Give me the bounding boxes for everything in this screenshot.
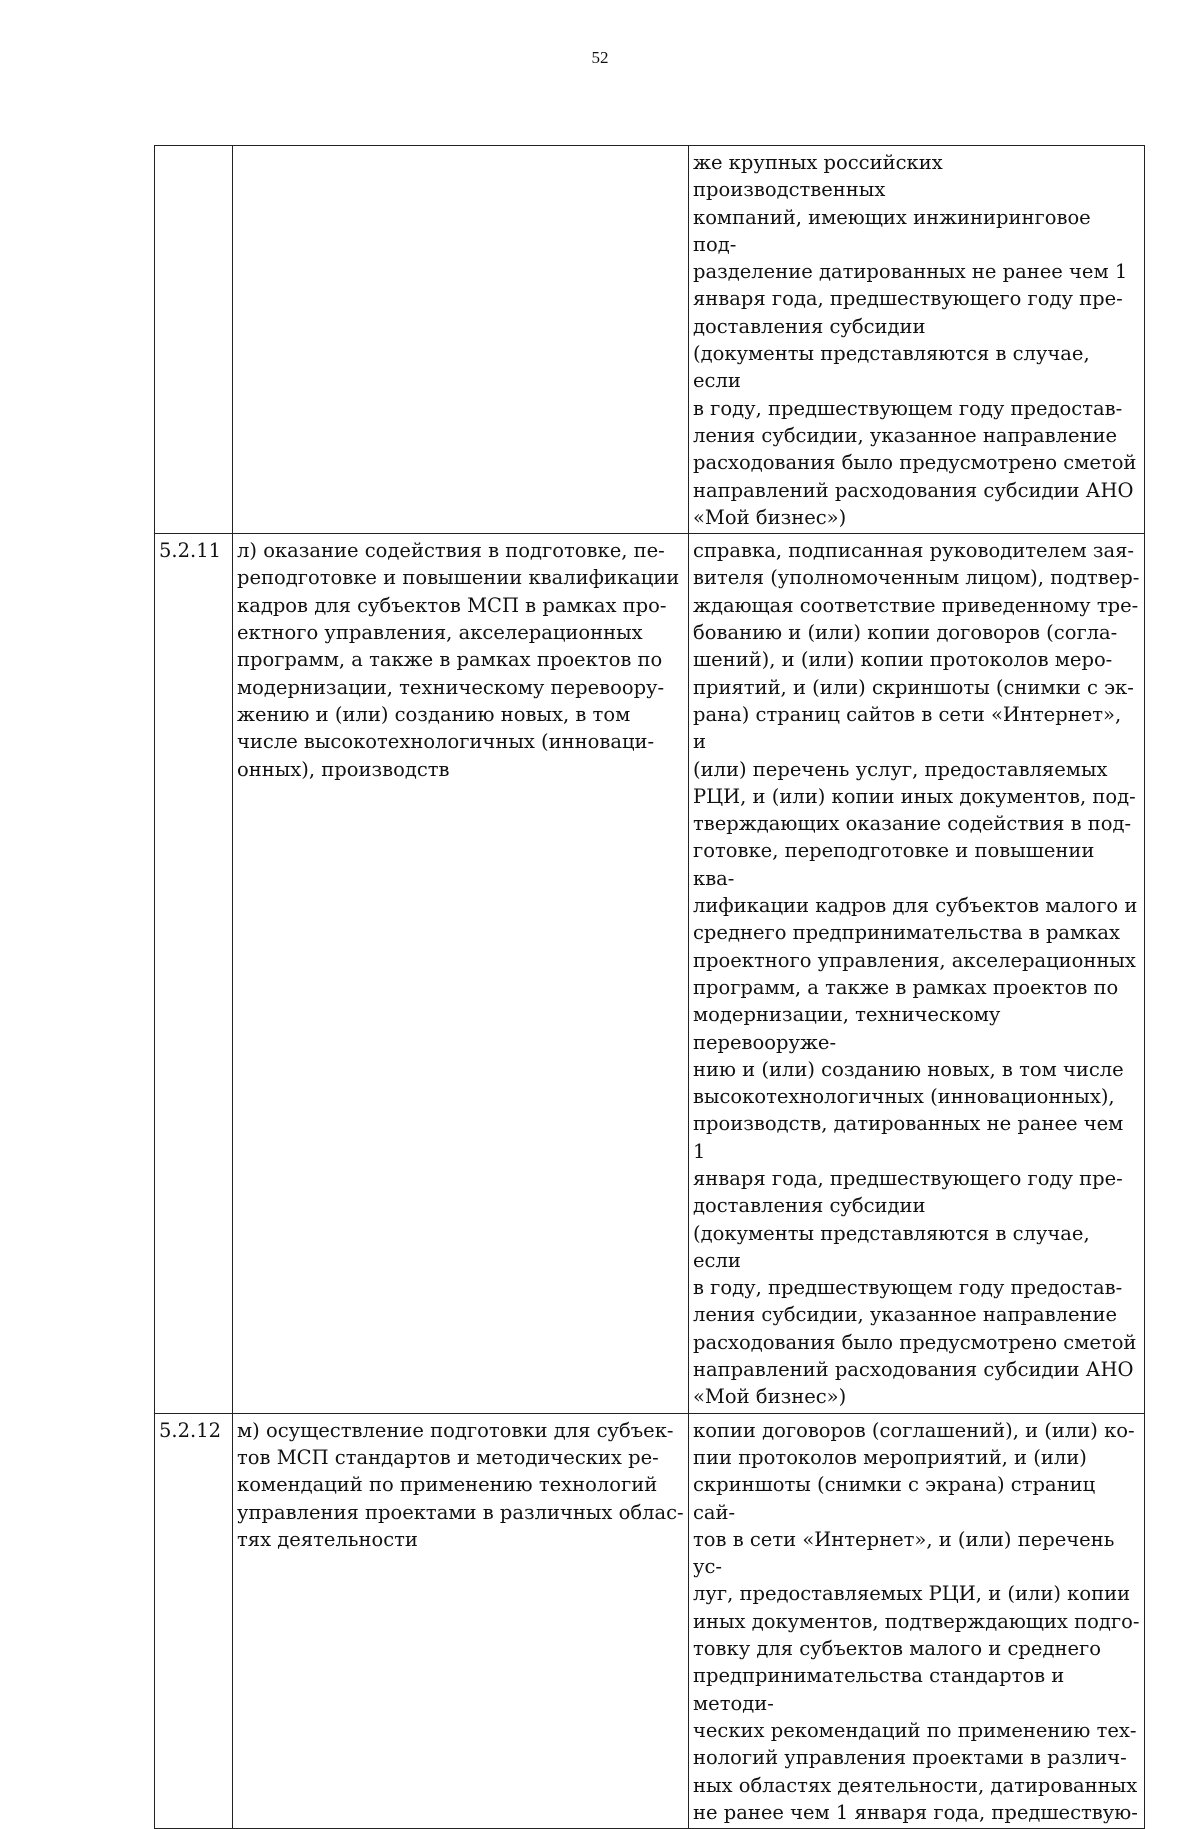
documents-cell: же крупных российских производственных компаний, имеющих инжиниринговое под- разделение датированных не ранее чем 1 января года, предшествующего году пре- доставления субсидии (документы представляются в случае, если в году, предшествующем году предостав- ления субсидии, указанное направление расходования было предусмотрено сметой направлений расходования субсидии АНО «Мой бизнес») bbox=[689, 146, 1145, 534]
description-cell bbox=[233, 146, 689, 534]
table-row bbox=[155, 1413, 1145, 1828]
table-row bbox=[155, 534, 1145, 1414]
row-number-cell bbox=[155, 146, 233, 534]
requirements-table bbox=[154, 145, 1145, 1829]
documents-cell: справка, подписанная руководителем зая- вителя (уполномоченным лицом), подтвер- ждающая соответствие приведенному тре- бованию и (или) копии договоров (согла- шений), и (или) копии протоколов меро- приятий, и (или) скриншоты (снимки с эк- рана) страниц сайтов в сети «Интернет», и (или) перечень услуг, предоставляемых РЦИ, и (или) копии иных документов, под- тверждающих оказание содействия в под- готовке, переподготовке и повышении ква- лификации кадров для субъектов малого и среднего предпринимательства в рамках проектного управления, акселерационных программ, а также в рамках проектов по модернизации, техническому перевооруже- нию и (или) созданию новых, в том числе высокотехнологичных (инновационных), производств, датированных не ранее чем 1 января года, предшествующего году пре- доставления субсидии (документы представляются в случае, если в году, предшествующем году предостав- ления субсидии, указанное направление расходования было предусмотрено сметой направлений расходования субсидии АНО «Мой бизнес») bbox=[689, 534, 1145, 1414]
row-number-cell: 5.2.11 bbox=[155, 534, 233, 1414]
table-row bbox=[155, 146, 1145, 534]
description-cell: л) оказание содействия в подготовке, пе- реподготовке и повышении квалификации кадров для субъектов МСП в рамках про- ектного управления, акселерационных программ, а также в рамках проектов по модернизации, техническому перевоору- жению и (или) созданию новых, в том числе высокотехнологичных (инноваци- онных), производств bbox=[233, 534, 689, 1414]
page-number: 52 bbox=[591, 48, 609, 67]
row-number-cell: 5.2.12 bbox=[155, 1413, 233, 1828]
documents-cell: копии договоров (соглашений), и (или) ко- пии протоколов мероприятий, и (или) скриншоты (снимки с экрана) страниц сай- тов в сети «Интернет», и (или) перечень ус- луг, предоставляемых РЦИ, и (или) копии иных документов, подтверждающих подго- товку для субъектов малого и среднего предпринимательства стандартов и методи- ческих рекомендаций по применению тех- нологий управления проектами в различ- ных областях деятельности, датированных не ранее чем 1 января года, предшествую- bbox=[689, 1413, 1145, 1828]
description-cell: м) осуществление подготовки для субъек- тов МСП стандартов и методических ре- комендаций по применению технологий управления проектами в различных облас- тях деятельности bbox=[233, 1413, 689, 1828]
